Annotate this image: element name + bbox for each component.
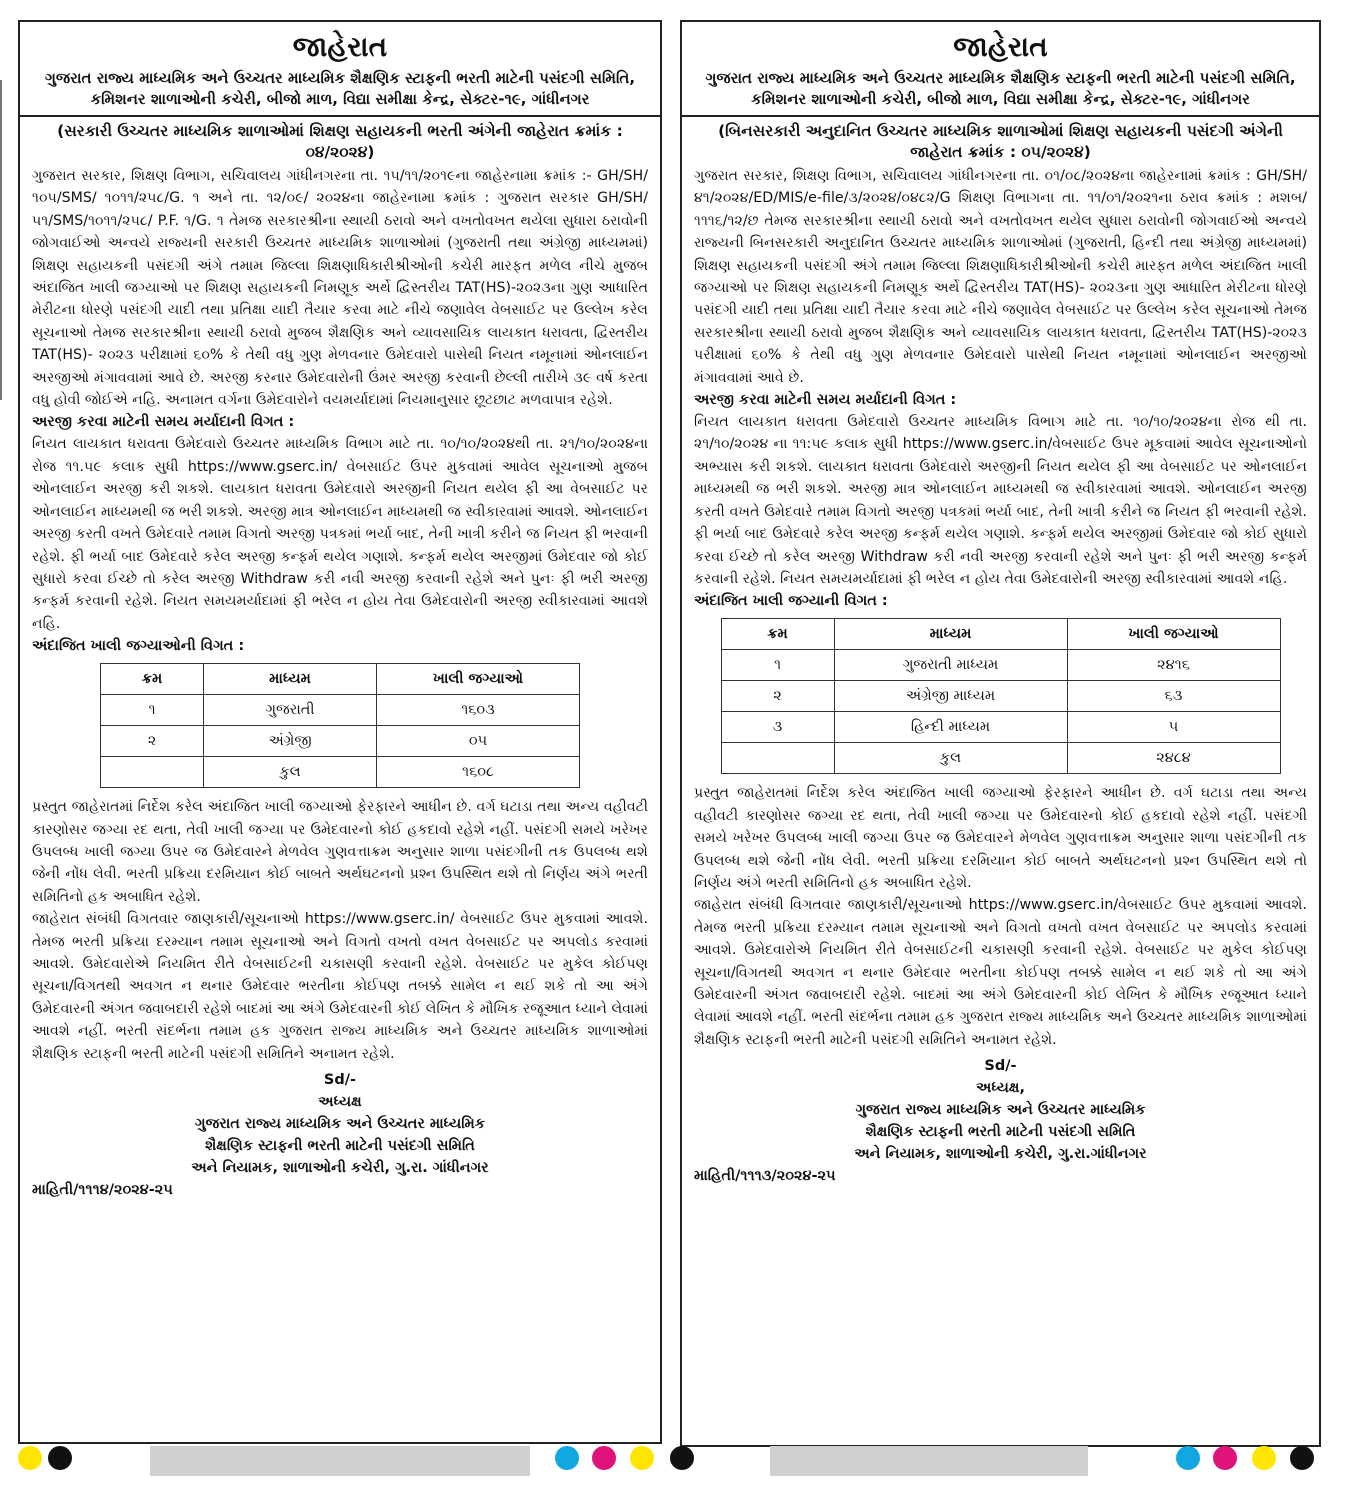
- vacancy-note-paragraph: પ્રસ્તુત જાહેરાતમાં નિર્દેશ કરેલ અંદાજિત ખાલી જગ્યાઓ ફેરફારને આધીન છે. વર્ગ ઘટાડા તથા અન્ય વહીવટી કારણોસર જગ્યા રદ થતા, તેવી ખાલી જગ્યા પર ઉમેદવારનો કોઈ હકદાવો રહેશે નહીં. પસંદગી સમયે ખરેખર ઉપલબ્ધ ખાલી જગ્યા ઉપર જ ઉમેદવારને મેળવેલ ગુણવત્તાક્રમ અનુસાર શાળા પસંદગીની તક ઉપલબ્ધ થશે જેની નોંધ લેવી. ભરતી પ્રક્રિયા દરમિયાન કોઈ બાબતે અર્થઘટનનો પ્રશ્ન ઉપસ્થિત થશે તો નિર્ણય અંગે ભરતી સમિતિનો હક અબાધિત રહેશે.: [694, 785, 1307, 891]
- col-header-medium: માધ્યમ: [204, 664, 377, 695]
- table-row: [101, 695, 580, 726]
- time-limit-heading: અરજી કરવા માટેની સમય મર્યાદાની વિગત :: [32, 414, 295, 431]
- advertisement-left: [18, 20, 662, 1444]
- committee-name: ગુજરાત રાજ્ય માધ્યમિક અને ઉચ્ચતર માધ્યમિક શૈક્ષણિક સ્ટાફની ભરતી માટેની પસંદગી સમિતિ,: [44, 69, 636, 87]
- col-header-vacancies: ખાલી જગ્યાઓ: [377, 664, 580, 695]
- info-code: માહિતી/૧૧૧૪/૨૦૨૪-૨૫: [32, 1182, 173, 1198]
- col-header-vacancies: ખાલી જગ્યાઓ: [1067, 619, 1280, 650]
- cell-vacancies: ૫: [1067, 712, 1280, 743]
- cyan-registration-dot: [1176, 1446, 1200, 1470]
- table-total-row: [721, 743, 1280, 774]
- magenta-registration-dot: [1213, 1446, 1237, 1470]
- website-info-paragraph: જાહેરાત સંબંધી વિગતવાર જાણકારી/સૂચનાઓ https://www.gserc.in/વેબસાઈટ ઉપર મુકવામાં આવશે. તેમજ ભરતી પ્રક્રિયા દરમ્યાન તમામ સૂચનાઓ અને વિગતો વખતો વખત વેબસાઈટ પર અપલોડ કરવામાં આવશે. ઉમેદવારોએ નિયમિત રીતે વેબસાઈટની ચકાસણી કરવાની રહેશે. વેબસાઈટ પર મુકેલ કોઈપણ સૂચના/વિગતથી અવગત ન થનાર ઉમેદવાર ભરતીના કોઈપણ તબક્કે સામેલ ન થઈ શકે તો આ અંગે ઉમેદવારની અંગત જવાબદારી રહેશે. બાદમાં આ અંગે ઉમેદવારની કોઈ લેખિત કે મૌખિક રજૂઆત ધ્યાને લેવામાં આવશે નહીં. ભરતી સંદર્ભના તમામ હક ગુજરાત રાજ્ય માધ્યમિક અને ઉચ્ચતર માધ્યમિક શાળાઓમાં શૈક્ષણિક સ્ટાફની ભરતી માટેની પસંદગી સમિતિને અનામત રહેશે.: [694, 897, 1307, 1048]
- signature-line-1: ગુજરાત રાજ્ય માધ્યમિક અને ઉચ્ચતર માધ્યમિક: [194, 1116, 486, 1132]
- table-row: [721, 650, 1280, 681]
- cyan-registration-dot: [555, 1446, 579, 1470]
- cell-medium: હિન્દી માધ્યમ: [834, 712, 1067, 743]
- cell-medium: કુલ: [834, 743, 1067, 774]
- yellow-registration-dot: [1252, 1446, 1276, 1470]
- print-gray-bar: [150, 1446, 530, 1476]
- black-registration-dot: [48, 1446, 72, 1470]
- table-header-row: [721, 619, 1280, 650]
- signature-sd: Sd/-: [984, 1058, 1017, 1075]
- intro-paragraph: ગુજરાત સરકાર, શિક્ષણ વિભાગ, સચિવાલય ગાંધીનગરના તા. ૦૧/૦૮/૨૦૨૪ના જાહેરનામાં ક્રમાંક : GH/SH/ ૪૧/૨૦૨૪/ED/MIS/e-file/૩/૨૦૨૪/૦૪૮૨/G શિક્ષણ વિભાગના તા. ૧૧/૦૧/૨૦૨૧ના ઠરાવ ક્રમાંક : મશબ/૧૧૧૬/૧૨/છ તેમજ સરકારશ્રીના સ્થાયી ઠરાવો અને વખતોવખત થયેલ સુધારા ઠરાવોની જોગવાઈઓ અન્વયે રાજ્યની બિનસરકારી અનુદાનિત ઉચ્ચતર માધ્યમિક શાળાઓમાં (ગુજરાતી, હિન્દી તથા અંગ્રેજી માધ્યમમાં) શિક્ષણ સહાયકની પસંદગી અંગે તમામ જિલ્લા શિક્ષણાધિકારીશ્રીઓની કચેરી મારફત મળેલ અંદાજિત ખાલી જગ્યાઓ પર શિક્ષણ સહાયકની નિમણૂક અર્થે દ્વિસ્તરીય TAT(HS)- ૨૦૨૩ના ગુણ આધારિત મેરીટના ધોરણે પસંદગી યાદી તથા પ્રતિક્ષા યાદી તૈયાર કરવા માટે નીચે જણાવેલ વેબસાઈટ પર ઉલ્લેખ કરેલ સૂચનાઓ તેમજ સરકારશ્રીના સ્થાયી ઠરાવો મુજબ શૈક્ષણિક અને વ્યાવસાયિક લાયકાત ધરાવતા, દ્વિસ્તરીય TAT(HS)-૨૦૨૩ પરીક્ષામાં ૬૦% કે તેથી વધુ ગુણ મેળવનાર ઉમેદવારો પાસેથી નિયત નમૂનામાં ઓનલાઈન અરજીઓ મંગાવવામાં આવે છે.: [694, 168, 1307, 386]
- time-limit-paragraph: નિયત લાયકાત ધરાવતા ઉમેદવારો ઉચ્ચતર માધ્યમિક વિભાગ માટે તા. ૧૦/૧૦/૨૦૨૪થી તા. ૨૧/૧૦/૨૦૨૪ના રોજ ૧૧.૫૯ કલાક સુધી https://www.gserc.in/ વેબસાઈટ ઉપર મુકવામાં આવેલ સૂચનાઓ મુજબ ઓનલાઈન અરજી કરી શકશે. લાયકાત ધરાવતા ઉમેદવારો અરજીની નિયત થયેલ ફી આ વેબસાઈટ પર ઓનલાઈન માધ્યમથી જ ભરી શકશે. અરજી માત્ર ઓનલાઈન માધ્યમથી જ સ્વીકારવામાં આવશે. ઓનલાઈન અરજી કરતી વખતે ઉમેદવારે તમામ વિગતો અરજી પત્રકમાં ભર્યા બાદ, તેની ખાત્રી કરીને જ નિયત ફી ભરવાની રહેશે. ફી ભર્યા બાદ ઉમેદવારે કરેલ અરજી કન્ફર્મ થયેલ ગણાશે. કન્ફર્મ થયેલ અરજીમાં ઉમેદવાર જો કોઈ સુધારો કરવા ઈચ્છે તો કરેલ અરજી Withdraw કરી નવી અરજી કરવાની રહેશે અને પુનઃ ફી ભરી અરજી કન્ફર્મ કરવાની રહેશે. નિયત સમયમર્યાદામાં ફી ભરેલ ન હોય તેવા ઉમેદવારોની અરજી સ્વીકારવામાં આવશે નહિ.: [32, 436, 648, 632]
- time-limit-paragraph: નિયત લાયકાત ધરાવતા ઉમેદવારો ઉચ્ચતર માધ્યમિક વિભાગ માટે તા. ૧૦/૧૦/૨૦૨૪ના રોજ થી તા. ૨૧/૧૦/૨૦૨૪ ના ૧૧:૫૯ કલાક સુધી https://www.gserc.in/વેબસાઈટ ઉપર મૂકવામાં આવેલ સૂચનાઓનો અભ્યાસ કરી શકશે. લાયકાત ધરાવતા ઉમેદવારો અરજીની નિયત થયેલ ફી આ વેબસાઈટ પર ઓનલાઈન માધ્યમથી જ ભરી શકશે. અરજી માત્ર ઓનલાઈન માધ્યમથી જ સ્વીકારવામાં આવશે. ઓનલાઈન અરજી કરતી વખતે ઉમેદવારે તમામ વિગતો અરજી પત્રકમાં ભર્યા બાદ, તેની ખાત્રી કરીને જ નિયત ફી ભરવાની રહેશે. ફી ભર્યા બાદ ઉમેદવારે કરેલ અરજી કન્ફર્મ થયેલ ગણાશે. કન્ફર્મ થયેલ અરજીમાં ઉમેદવાર જો કોઈ સુધારો કરવા ઈચ્છે તો કરેલ અરજી Withdraw કરી નવી અરજી કરવાની રહેશે અને પુનઃ ફી ભરી અરજી કન્ફર્મ કરવાની રહેશે. નિયત સમયમર્યાદામાં ફી ભરેલ ન હોય તેવા ઉમેદવારોની અરજી સ્વીકારવામાં આવશે નહિ.: [694, 414, 1307, 587]
- vacancy-heading: અંદાજિત ખાલી જગ્યાની વિગત :: [694, 593, 888, 610]
- advertisement-right: [680, 20, 1321, 1447]
- cell-serial: [721, 743, 834, 774]
- signature-line-1: ગુજરાત રાજ્ય માધ્યમિક અને ઉચ્ચતર માધ્યમિક: [855, 1102, 1146, 1119]
- table-row: [721, 712, 1280, 743]
- committee-name: ગુજરાત રાજ્ય માધ્યમિક અને ઉચ્ચતર માધ્યમિક શૈક્ષણિક સ્ટાફની ભરતી માટેની પસંદગી સમિતિ,: [705, 69, 1296, 87]
- cell-serial: ૧: [721, 650, 834, 681]
- magenta-registration-dot: [592, 1446, 616, 1470]
- ad-subtitle: (બિનસરકારી અનુદાનિત ઉચ્ચતર માધ્યમિક શાળાઓમાં શિક્ષણ સહાયકની પસંદગી અંગેની જાહેરાત ક્રમાંક : ૦૫/૨૦૨૪): [718, 122, 1283, 161]
- cell-vacancies: ૨૪૮૪: [1067, 743, 1280, 774]
- print-gray-bar: [770, 1446, 1088, 1476]
- signature-role: અધ્યક્ષ,: [976, 1080, 1025, 1097]
- scan-edge-strip: [0, 80, 2, 400]
- signature-role: અધ્યક્ષ: [318, 1094, 362, 1110]
- black-registration-dot: [1290, 1446, 1314, 1470]
- info-code: માહિતી/૧૧૧૩/૨૦૨૪-૨૫: [694, 1168, 836, 1185]
- website-info-paragraph: જાહેરાત સંબંધી વિગતવાર જાણકારી/સૂચનાઓ https://www.gserc.in/ વેબસાઈટ ઉપર મુકવામાં આવશે. તેમજ ભરતી પ્રક્રિયા દરમ્યાન તમામ સૂચનાઓ અને વિગતો વખતો વખત વેબસાઈટ પર અપલોડ કરવામાં આવશે. ઉમેદવારોએ નિયમિત રીતે વેબસાઈટની ચકાસણી કરવાની રહેશે. વેબસાઈટ પર મુકેલ કોઈપણ સૂચના/વિગતથી અવગત ન થનાર ઉમેદવાર ભરતીના કોઈપણ તબક્કે સામેલ ન થઈ શકે તો આ અંગે ઉમેદવારની અંગત જવાબદારી રહેશે બાદમાં આ અંગે ઉમેદવારની કોઈ લેખિત કે મૌખિક રજૂઆત ધ્યાને લેવામાં આવશે નહીં. ભરતી સંદર્ભના તમામ હક ગુજરાત રાજ્ય માધ્યમિક અને ઉચ્ચતર માધ્યમિક શાળાઓમાં શૈક્ષણિક સ્ટાફની ભરતી માટેની પસંદગી સમિતિને અનામત રહેશે.: [32, 911, 648, 1062]
- signature-line-3: અને નિયામક, શાળાઓની કચેરી, ગુ.રા. ગાંધીનગર: [191, 1160, 489, 1176]
- table-total-row: [101, 757, 580, 788]
- vacancy-table: [100, 663, 580, 788]
- ad-title: જાહેરાત: [292, 30, 388, 63]
- cell-serial: ૧: [101, 695, 204, 726]
- vacancy-table: [721, 618, 1281, 774]
- cell-medium: અંગ્રેજી: [204, 726, 377, 757]
- signature-line-2: શૈક્ષણિક સ્ટાફની ભરતી માટેની પસંદગી સમિતિ: [205, 1138, 475, 1154]
- ad-subtitle: (સરકારી ઉચ્ચતર માધ્યમિક શાળાઓમાં શિક્ષણ સહાયકની ભરતી અંગેની જાહેરાત ક્રમાંક : ૦૪/૨૦૨૪): [57, 122, 623, 161]
- cell-vacancies: ૧૬૦૮: [377, 757, 580, 788]
- committee-address: કમિશનર શાળાઓની કચેરી, બીજો માળ, વિદ્યા સમીક્ષા કેન્દ્ર, સેક્ટર-૧૯, ગાંધીનગર: [751, 90, 1250, 108]
- col-header-medium: માધ્યમ: [834, 619, 1067, 650]
- col-header-serial: ક્રમ: [101, 664, 204, 695]
- cell-medium: કુલ: [204, 757, 377, 788]
- cell-medium: ગુજરાતી: [204, 695, 377, 726]
- table-row: [721, 681, 1280, 712]
- cell-medium: અંગ્રેજી માધ્યમ: [834, 681, 1067, 712]
- cell-serial: ૨: [721, 681, 834, 712]
- cell-vacancies: ૧૬૦૩: [377, 695, 580, 726]
- signature-sd: Sd/-: [323, 1072, 357, 1088]
- vacancy-note-paragraph: પ્રસ્તુત જાહેરાતમાં નિર્દેશ કરેલ અંદાજિત ખાલી જગ્યાઓ ફેરફારને આધીન છે. વર્ગ ઘટાડા તથા અન્ય વહીવટી કારણોસર જગ્યા રદ થતા, તેવી ખાલી જગ્યા પર ઉમેદવારનો કોઈ હકદાવો રહેશે નહીં. પસંદગી સમયે ખરેખર ઉપલબ્ધ ખાલી જગ્યા ઉપર જ ઉમેદવારને મેળવેલ ગુણવત્તાક્રમ અનુસાર શાળા પસંદગીની તક ઉપલબ્ધ થશે જેની નોંધ લેવી. ભરતી પ્રક્રિયા દરમિયાન કોઈ બાબતે અર્થઘટનનો પ્રશ્ન ઉપસ્થિત થશે તો નિર્ણય અંગે ભરતી સમિતિનો હક અબાધિત રહેશે.: [32, 799, 648, 905]
- yellow-registration-dot: [630, 1446, 654, 1470]
- table-row: [101, 726, 580, 757]
- intro-paragraph: ગુજરાત સરકાર, શિક્ષણ વિભાગ, સચિવાલય ગાંધીનગરના તા. ૧૫/૧૧/૨૦૧૯ના જાહેરનામા ક્રમાંક :- GH/SH/૧૦૫/SMS/ ૧૦૧૧/૨૫૮/G. ૧ અને તા. ૧૨/૦૯/ ૨૦૨૪ના જાહેરનામા ક્રમાંક : ગુજરાત સરકાર GH/SH/૫૧/SMS/૧૦૧૧/૨૫૮/ P.F. ૧/G. ૧ તેમજ સરકારશ્રીના સ્થાયી ઠરાવો અને વખતોવખત થયેલા સુધારા ઠરાવોની જોગવાઈઓ અન્વયે રાજ્યની સરકારી ઉચ્ચતર માધ્યમિક શાળાઓમાં (ગુજરાતી તથા અંગ્રેજી માધ્યમમાં) શિક્ષણ સહાયકની પસંદગી અંગે તમામ જિલ્લા શિક્ષણાધિકારીશ્રીઓની કચેરી મારફત મળેલ નીચે મુજબ અંદાજિત ખાલી જગ્યાઓ પર શિક્ષણ સહાયકની નિમણૂક અર્થે દ્વિસ્તરીય TAT(HS)-૨૦૨૩ના ગુણ આધારિત મેરીટના ધોરણે પસંદગી યાદી તથા પ્રતિક્ષા યાદી તૈયાર કરવા માટે નીચે જણાવેલ વેબસાઈટ પર ઉલ્લેખ કરેલ સૂચનાઓ તેમજ સરકારશ્રીના સ્થાયી ઠરાવો મુજબ શૈક્ષણિક અને વ્યાવસાયિક લાયકાત ધરાવતા, દ્વિસ્તરીય TAT(HS)- ૨૦૨૩ પરીક્ષામાં ૬૦% કે તેથી વધુ ગુણ મેળવનાર ઉમેદવારો પાસેથી નિયત નમૂનામાં ઓનલાઈન અરજીઓ મંગાવવામાં આવે છે. અરજી કરનાર ઉમેદવારોની ઉંમર અરજી કરવાની છેલ્લી તારીખે ૩૯ વર્ષ કરતા વધુ હોવી જોઈએ નહિ. અનામત વર્ગના ઉમેદવારોને વયમર્યાદામાં નિયમાનુસાર છૂટછાટ મળવાપાત્ર રહેશે.: [32, 168, 648, 409]
- cell-vacancies: ૨૪૧૬: [1067, 650, 1280, 681]
- col-header-serial: ક્રમ: [721, 619, 834, 650]
- divider: [682, 115, 1319, 117]
- signature-line-2: શૈક્ષણિક સ્ટાફની ભરતી માટેની પસંદગી સમિતિ: [865, 1124, 1136, 1141]
- committee-address: કમિશનર શાળાઓની કચેરી, બીજો માળ, વિદ્યા સમીક્ષા કેન્દ્ર, સેક્ટર-૧૯, ગાંધીનગર: [90, 90, 590, 108]
- time-limit-heading: અરજી કરવા માટેની સમય મર્યાદાની વિગત :: [694, 392, 957, 409]
- cell-serial: ૩: [721, 712, 834, 743]
- signature-line-3: અને નિયામક, શાળાઓની કચેરી, ગુ.રા.ગાંધીનગર: [854, 1146, 1147, 1163]
- cell-vacancies: ૬૩: [1067, 681, 1280, 712]
- table-header-row: [101, 664, 580, 695]
- black-registration-dot: [670, 1446, 694, 1470]
- vacancy-heading: અંદાજિત ખાલી જગ્યાઓની વિગત :: [32, 638, 245, 655]
- yellow-registration-dot: [18, 1446, 42, 1470]
- cell-serial: ૨: [101, 726, 204, 757]
- cell-serial: [101, 757, 204, 788]
- ad-title: જાહેરાત: [953, 30, 1048, 63]
- divider: [20, 115, 660, 117]
- cell-vacancies: ૦૫: [377, 726, 580, 757]
- cell-medium: ગુજરાતી માધ્યમ: [834, 650, 1067, 681]
